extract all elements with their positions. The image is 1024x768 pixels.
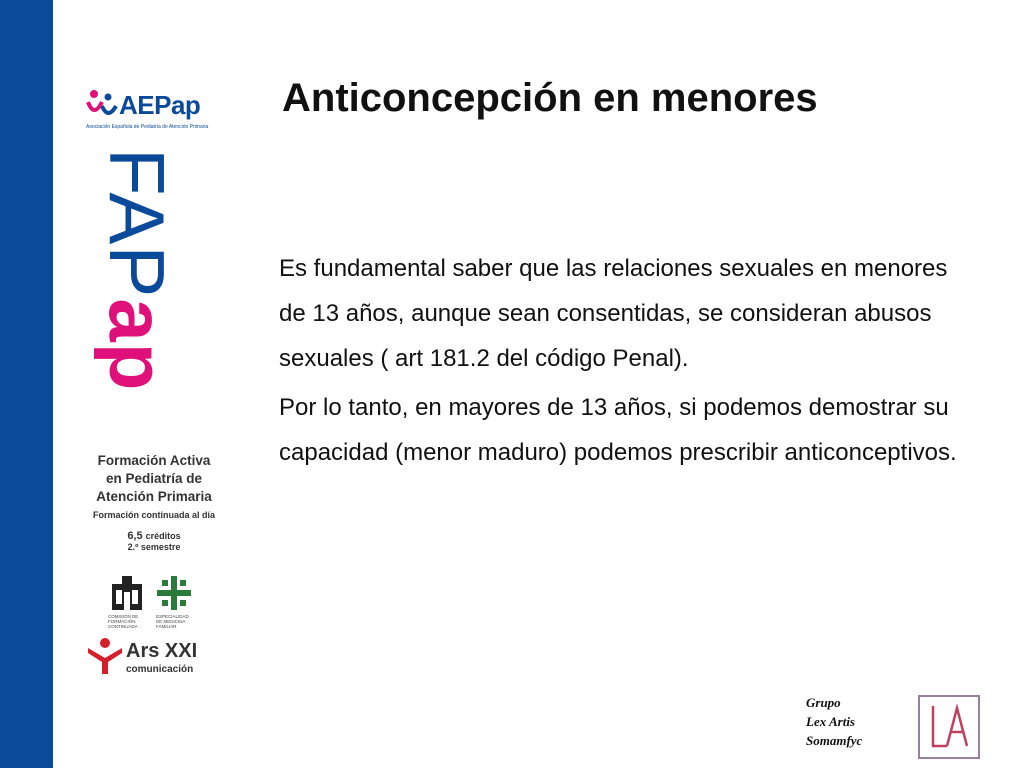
course-continued: Formación continuada al día (92, 510, 216, 520)
group-line-2: Lex Artis (806, 714, 855, 729)
course-info (80, 452, 228, 552)
slide-body (279, 246, 959, 479)
aepap-figures-icon (86, 88, 120, 122)
accreditation-logos (108, 574, 208, 634)
course-title-line1: Formación Activa (97, 453, 211, 468)
ars-figure-icon (86, 636, 124, 676)
eemfyc-logo-icon (156, 574, 192, 612)
fapap-wordmark (93, 148, 181, 392)
fapap-logo (80, 148, 210, 430)
group-credit (806, 693, 862, 750)
ars-subtitle: comunicación (126, 664, 194, 675)
group-line-3: Somamfyc (806, 733, 863, 748)
group-line-1: Grupo (806, 695, 841, 710)
credits-label: créditos (145, 531, 181, 541)
left-blue-bar (0, 0, 53, 768)
ars-name: Ars XXI (126, 640, 198, 662)
eemfyc-caption: ESPECIALIDAD DE MEDICINA FAMILIAR (156, 614, 189, 629)
fapap-pink-text: ap (93, 298, 181, 392)
course-credits (80, 530, 228, 542)
ars-xxi-logo (86, 636, 226, 680)
paragraph-2: Por lo tanto, en mayores de 13 años, si podemos demostrar su capacidad (menor maduro) podemos prescribir anticonceptivos. (279, 394, 957, 466)
course-title-line2: en Pediatría de (105, 471, 203, 486)
course-title-line3: Atención Primaria (96, 489, 212, 504)
slide-title: Anticoncepción en menores (282, 76, 818, 120)
la-logo-icon (917, 694, 981, 760)
paragraph-1: Es fundamental saber que las relaciones sexuales en menores de 13 años, aunque sean consentidas, se consideran abusos sexuales ( art 181.2 del código Penal). (279, 255, 948, 372)
aepap-subtitle: Asociación Española de Pediatría de Atención Primaria (86, 124, 209, 130)
course-semester: 2.º semestre (127, 542, 181, 552)
aepap-logo (86, 88, 226, 134)
fapap-blue-text: FAP (93, 148, 181, 299)
credits-number: 6,5 (127, 530, 143, 542)
aepap-wordmark: AEPap (119, 90, 201, 120)
cfc-logo-icon (110, 574, 144, 612)
cfc-caption: COMISIÓN DE FORMACIÓN CONTINUADA (108, 614, 139, 629)
